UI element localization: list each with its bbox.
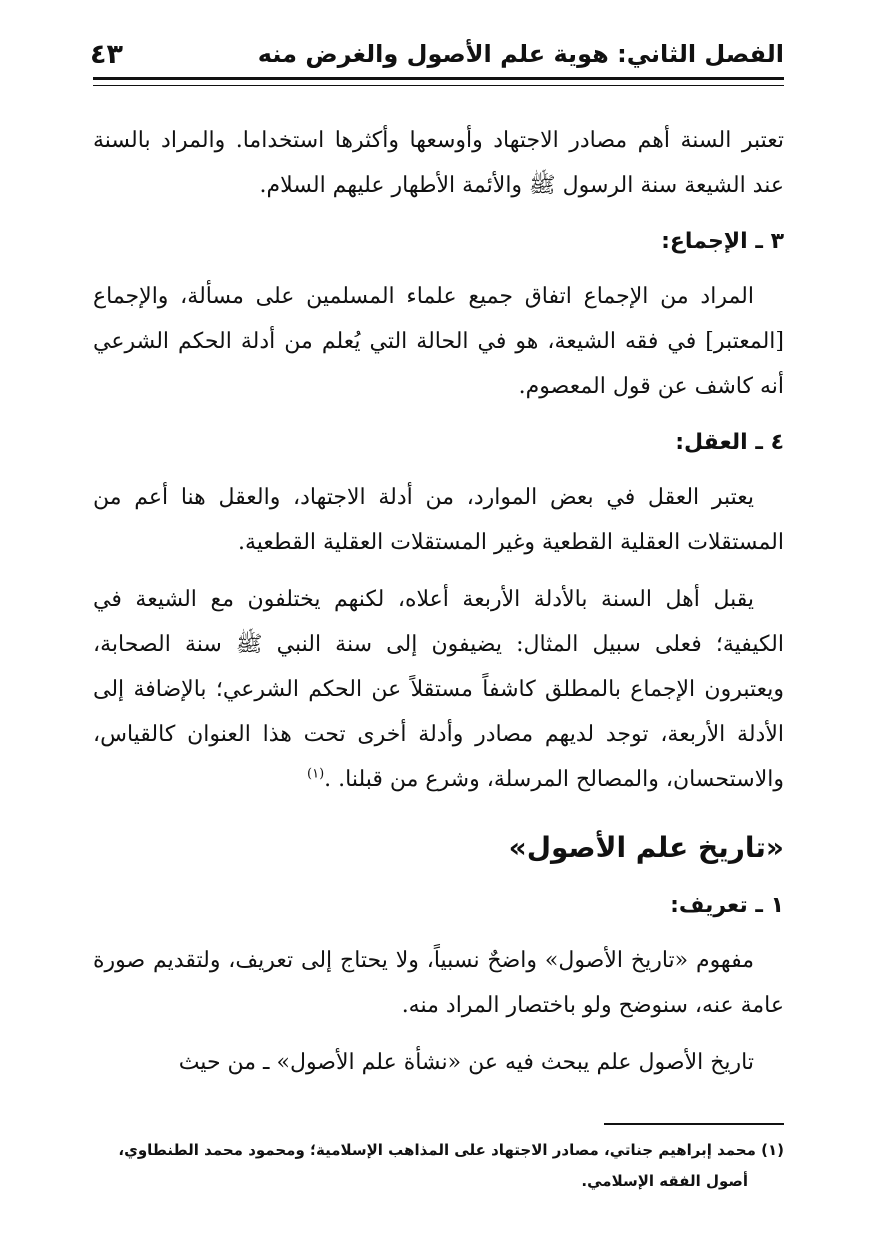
chapter-title: الفصل الثاني: هوية علم الأصول والغرض منه (257, 40, 784, 68)
page-number: ٤٣ (90, 38, 123, 70)
paragraph-definition: مفهوم «تاريخ الأصول» واضحٌ نسبياً، ولا يحتاج إلى تعريف، ولتقديم صورة عامة عنه، سنوضح ولو باختصار المراد منه. (93, 948, 784, 1018)
paragraph-aql: يعتبر العقل في بعض الموارد، من أدلة الاجتهاد، والعقل هنا أعم من المستقلات العقلية القطعية وغير المستقلات العقلية القطعية. (93, 485, 784, 555)
paragraph-sunnah: تعتبر السنة أهم مصادر الاجتهاد وأوسعها وأكثرها استخداما. والمراد بالسنة عند الشيعة سنة الرسول ﷺ والأئمة الأطهار عليهم السلام. (93, 128, 784, 198)
heading-ijma: ٣ ـ الإجماع: (661, 229, 784, 254)
body-text (93, 118, 784, 1097)
paragraph-ijma: المراد من الإجماع اتفاق جميع علماء المسلمين على مسألة، والإجماع [المعتبر] في فقه الشيعة، هو في الحالة التي يُعلم من أدلة الحكم الشرعي أنه كاشف عن قول المعصوم. (93, 284, 784, 399)
footnote-line-2: أصول الفقه الإسلامي. (581, 1172, 748, 1190)
paragraph-sunni-view (93, 577, 784, 802)
heading-aql: ٤ ـ العقل: (675, 430, 784, 455)
heading-definition: ١ ـ تعريف: (670, 893, 784, 918)
paragraph-sunni-view-text: يقبل أهل السنة بالأدلة الأربعة أعلاه، لكنهم يختلفون مع الشيعة في الكيفية؛ فعلى سبيل المثال: يضيفون إلى سنة النبي ﷺ سنة الصحابة، ويعتبرون الإجماع بالمطلق كاشفاً مستقلاً عن الحكم الشرعي؛ بالإضافة إلى الأدلة الأربعة، توجد لديهم مصادر وأدلة أخرى تحت هذا العنوان كالقياس، والاستحسان، والمصالح المرسلة، وشرع من قبلنا. . (93, 587, 784, 792)
running-header (90, 34, 784, 74)
header-rule-thick (93, 77, 784, 80)
footnote-rule (604, 1123, 784, 1125)
header-rule-thin (93, 85, 784, 86)
paragraph-history: تاريخ الأصول علم يبحث فيه عن «نشأة علم الأصول» ـ من حيث (178, 1050, 754, 1075)
footnote (93, 1135, 784, 1197)
footnote-ref: (١) (307, 766, 325, 782)
section-heading-history: «تاريخ علم الأصول» (508, 831, 784, 864)
footnote-line-1: (١) محمد إبراهيم جناتي، مصادر الاجتهاد على المذاهب الإسلامية؛ ومحمود محمد الطنطاوي، (118, 1141, 784, 1159)
